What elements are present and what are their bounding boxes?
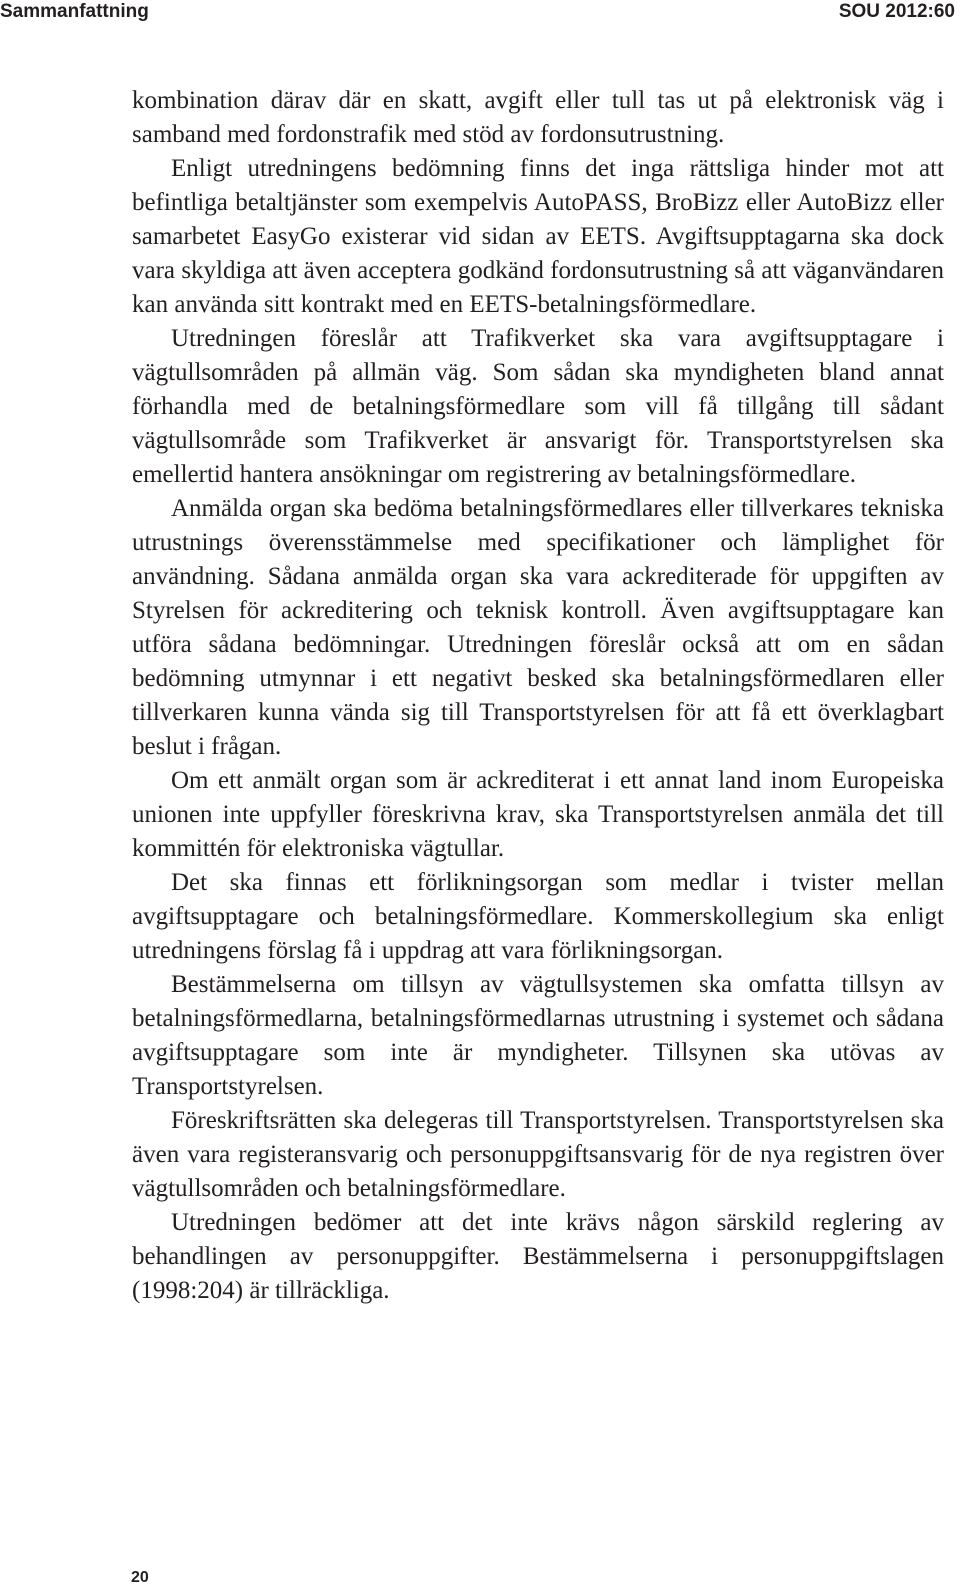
paragraph: Utredningen bedömer att det inte krävs någon särskild reglering av behandlingen av personuppgifter. Bestämmelserna i personuppgiftslagen (1998:204) är tillräckliga. xyxy=(132,1209,944,1304)
paragraph: Det ska finnas ett förlikningsorgan som medlar i tvister mellan avgiftsupptagare och betalningsförmedlare. Kommerskollegium ska enligt utredningens förslag få i uppdrag att vara förlikningsorgan. xyxy=(132,869,944,964)
paragraph: Bestämmelserna om tillsyn av vägtullsystemen ska omfatta tillsyn av betalningsförmedlarna, betalningsförmedlarnas utrustning i systemet och sådana avgiftsupptagare som inte är myndigheter. Tillsynen ska utövas av Transportstyrelsen. xyxy=(132,971,944,1100)
running-header xyxy=(0,0,960,30)
paragraph-continued: kombination därav där en skatt, avgift eller tull tas ut på elektronisk väg i samband med fordonstrafik med stöd av fordonsutrustning. xyxy=(132,87,944,148)
paragraph: Utredningen föreslår att Trafikverket ska vara avgiftsupptagare i vägtullsområden på allmän väg. Som sådan ska myndigheten bland annat förhandla med de betalningsförmedlare som vill få tillgång till sådant vägtullsområde som Trafikverket är ansvarigt för. Transportstyrelsen ska emellertid hantera ansökningar om registrering av betalningsförmedlare. xyxy=(132,325,944,488)
paragraph: Föreskriftsrätten ska delegeras till Transportstyrelsen. Transportstyrelsen ska även vara registeransvarig och personuppgiftsansvarig för de nya registren över vägtullsområden och betalningsförmedlare. xyxy=(132,1107,944,1202)
paragraph: Anmälda organ ska bedöma betalningsförmedlares eller tillverkares tekniska utrustnings överensstämmelse med specifikationer och lämplighet för användning. Sådana anmälda organ ska vara ackrediterade för uppgiften av Styrelsen för ackreditering och teknisk kontroll. Även avgiftsupptagare kan utföra sådana bedömningar. Utredningen föreslår också att om en sådan bedömning utmynnar i ett negativt besked ska betalningsförmedlaren eller tillverkaren kunna vända sig till Transportstyrelsen för att få ett överklagbart beslut i frågan. xyxy=(132,495,944,760)
header-report-id: SOU 2012:60 xyxy=(838,1,955,22)
header-section-title: Sammanfattning xyxy=(0,1,149,22)
body-text xyxy=(132,84,944,1308)
paragraph: Enligt utredningens bedömning finns det inga rättsliga hinder mot att befintliga betaltjänster som exempelvis AutoPASS, BroBizz eller AutoBizz eller samarbetet EasyGo existerar vid sidan av EETS. Avgiftsupptagarna ska dock vara skyldiga att även acceptera godkänd fordonsutrustning så att väganvändaren kan använda sitt kontrakt med en EETS-betalningsförmedlare. xyxy=(132,155,944,318)
page-number: 20 xyxy=(131,1569,149,1586)
paragraph: Om ett anmält organ som är ackrediterat i ett annat land inom Europeiska unionen inte uppfyller föreskrivna krav, ska Transportstyrelsen anmäla det till kommittén för elektroniska vägtullar. xyxy=(132,767,944,862)
